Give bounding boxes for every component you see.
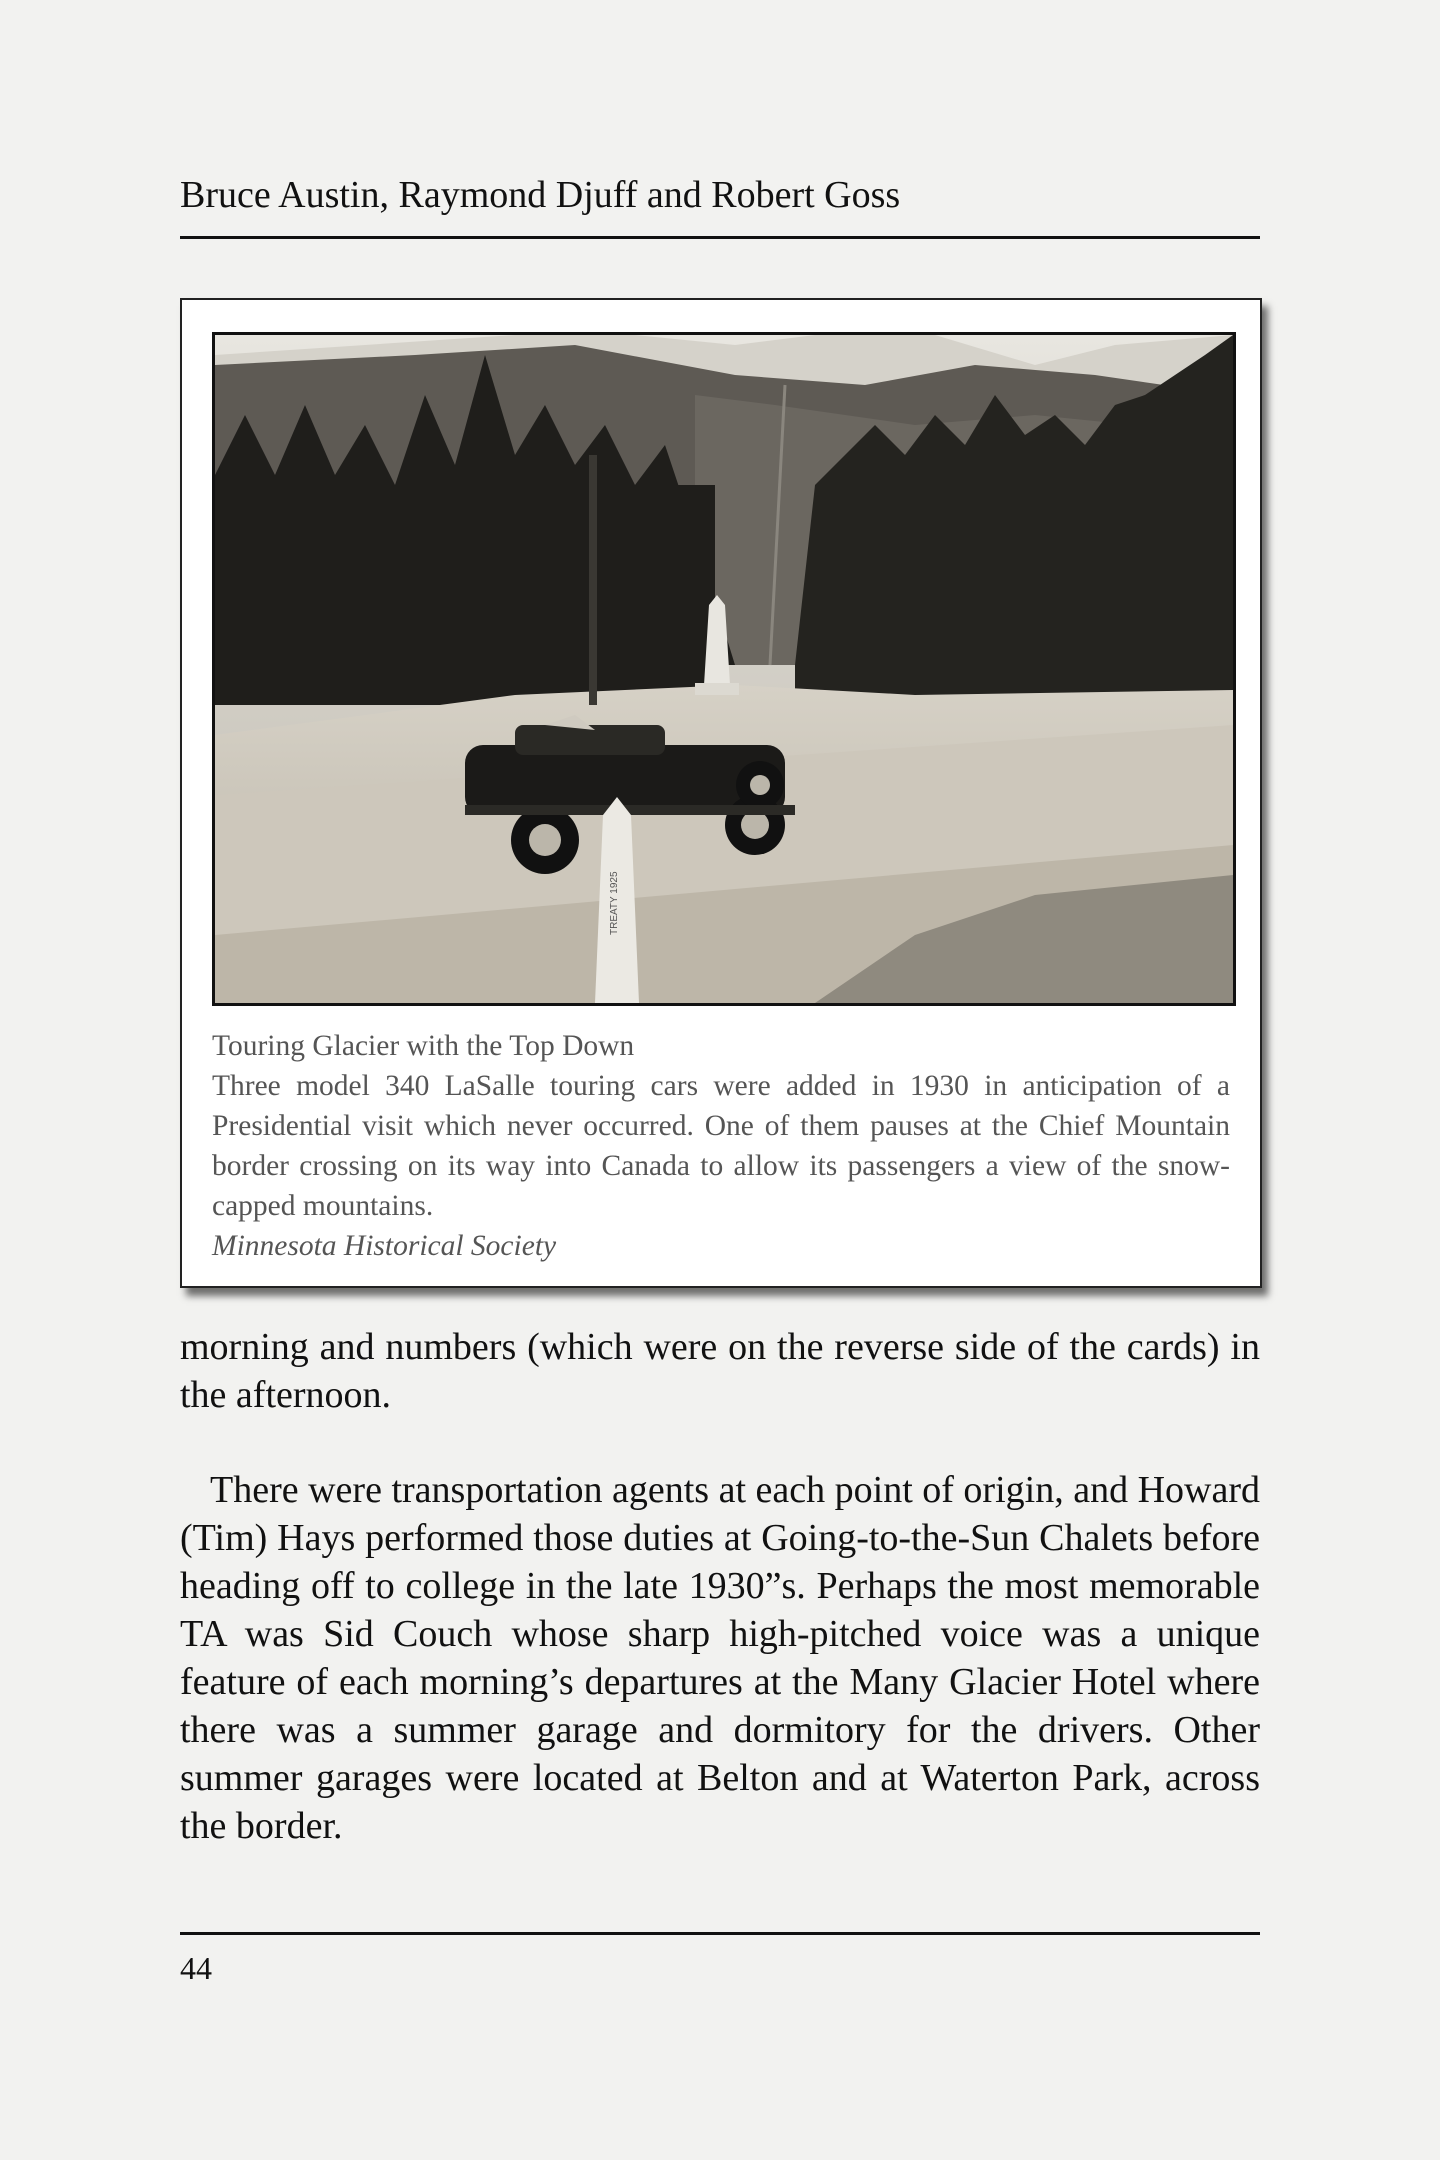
caption-body: Three model 340 LaSalle touring cars were added in 1930 in anticipation of a Presidential visit which never occurred. One of them pauses at the Chief Mountain border crossing on its way into Canada to allow its passengers a view of the snow-capped mountains. bbox=[212, 1070, 1230, 1222]
figure-card bbox=[180, 298, 1262, 1288]
caption-credit: Minnesota Historical Society bbox=[212, 1230, 557, 1262]
header-rule bbox=[180, 236, 1260, 239]
caption-title: Touring Glacier with the Top Down bbox=[212, 1030, 635, 1062]
footer-rule bbox=[180, 1932, 1260, 1935]
obelisk-inscription: TREATY 1925 bbox=[609, 871, 620, 935]
archival-photograph bbox=[212, 332, 1236, 1006]
body-paragraph-2: There were transportation agents at each point of origin, and Howard (Tim) Hays performed those duties at Going-to-the-Sun Chalets before heading off to college in the late 1930”s. Perhaps the most memorable TA was Sid Couch whose sharp high-pitched voice was a unique feature of each morning’s departures at the Many Glacier Hotel where there was a summer garage and dormitory for the drivers. Other summer garages were located at Belton and at Waterton Park, across the border. bbox=[180, 1469, 1260, 1847]
photograph-icon bbox=[215, 335, 1233, 1003]
page-number: 44 bbox=[180, 1950, 212, 1986]
body-paragraph-1: morning and numbers (which were on the reverse side of the cards) in the afternoon. bbox=[180, 1326, 1260, 1416]
figure-caption bbox=[212, 1026, 1230, 1266]
running-header: Bruce Austin, Raymond Djuff and Robert Goss bbox=[180, 174, 901, 216]
